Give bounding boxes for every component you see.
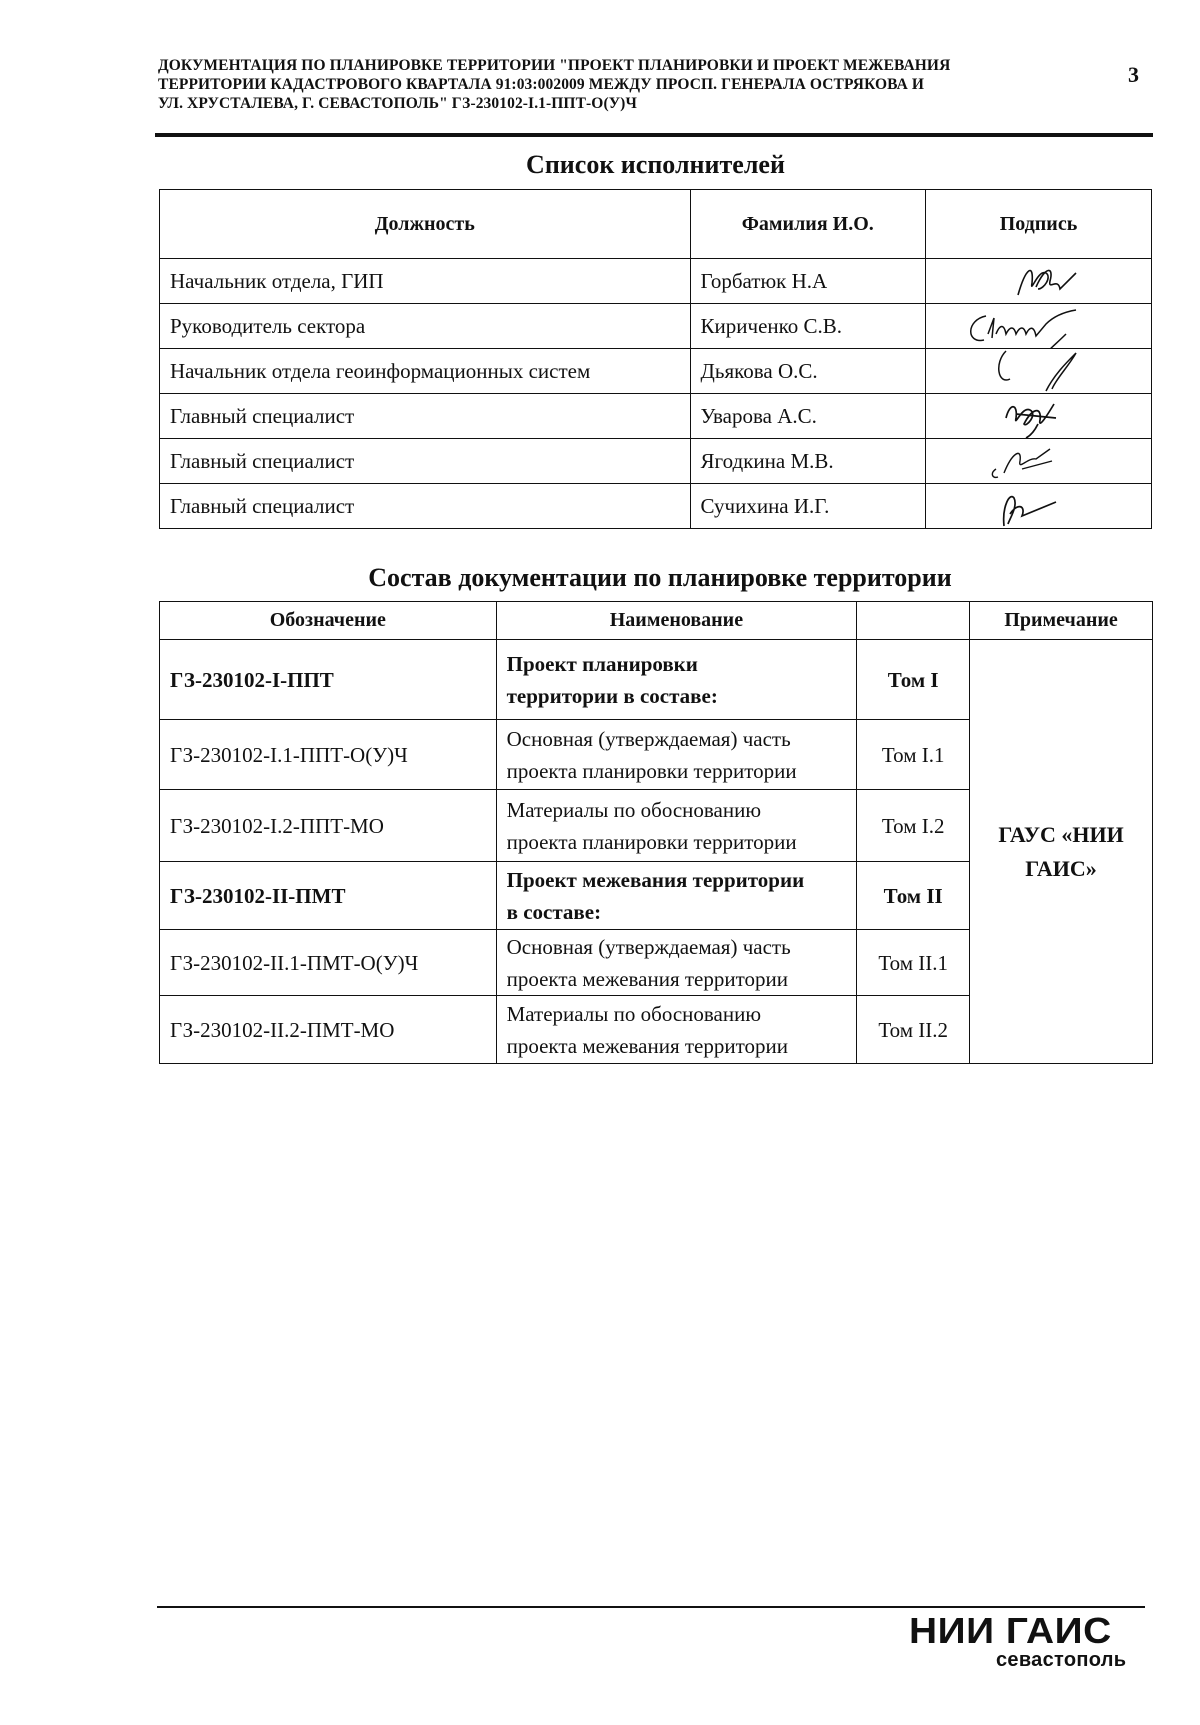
signature-image [926, 484, 1151, 528]
signature-cell [925, 394, 1151, 439]
table-header-row [160, 602, 1153, 640]
code-cell: ГЗ-230102-II.1-ПМТ-О(У)Ч [160, 930, 497, 996]
column-header-signature: Подпись [925, 190, 1151, 259]
signature-cell [925, 259, 1151, 304]
volume-cell: Том I.1 [857, 720, 970, 790]
title-cell [496, 930, 857, 996]
name-cell: Ягодкина М.В. [690, 439, 925, 484]
name-cell: Сучихина И.Г. [690, 484, 925, 529]
table-row [160, 640, 1153, 720]
header-line: ТЕРРИТОРИИ КАДАСТРОВОГО КВАРТАЛА 91:03:002009 МЕЖДУ ПРОСП. ГЕНЕРАЛА ОСТРЯКОВА И [158, 76, 925, 93]
volume-cell: Том II.2 [857, 996, 970, 1064]
header-line: ДОКУМЕНТАЦИЯ ПО ПЛАНИРОВКЕ ТЕРРИТОРИИ "ПРОЕКТ ПЛАНИРОВКИ И ПРОЕКТ МЕЖЕВАНИЯ [158, 57, 951, 74]
name-cell: Дьякова О.С. [690, 349, 925, 394]
position-cell: Главный специалист [160, 439, 691, 484]
signature-image [926, 439, 1151, 483]
title-line: Проект межевания территории [506, 867, 805, 892]
header-line: УЛ. ХРУСТАЛЕВА, Г. СЕВАСТОПОЛЬ" ГЗ-230102-I.1-ППТ-О(У)Ч [158, 95, 637, 112]
position-cell: Главный специалист [160, 484, 691, 529]
note-line: ГАИС» [1025, 855, 1097, 881]
name-cell: Уварова А.С. [690, 394, 925, 439]
page-number: 3 [1128, 62, 1139, 87]
title-line: Материалы по обоснованию [506, 797, 762, 822]
title-line: в составе: [506, 899, 602, 924]
title-line: территории в составе: [506, 683, 718, 708]
table-row [160, 304, 1152, 349]
title-line: Основная (утверждаемая) часть [506, 934, 791, 959]
column-header-note: Примечание [970, 602, 1153, 640]
code-cell: ГЗ-230102-I-ППТ [160, 640, 497, 720]
title-line: проекта межевания территории [506, 1033, 788, 1058]
name-cell: Горбатюк Н.А [690, 259, 925, 304]
table-header-row [160, 190, 1152, 259]
code-cell: ГЗ-230102-I.2-ППТ-МО [160, 790, 497, 862]
documents-title: Состав документации по планировке территории [368, 563, 952, 592]
table-row [160, 259, 1152, 304]
table-row [160, 439, 1152, 484]
position-cell: Руководитель сектора [160, 304, 691, 349]
column-header-title: Наименование [496, 602, 857, 640]
title-cell [496, 720, 857, 790]
column-header-position: Должность [160, 190, 691, 259]
title-line: Основная (утверждаемая) часть [506, 726, 791, 751]
executors-table [159, 189, 1152, 529]
code-cell: ГЗ-230102-II-ПМТ [160, 862, 497, 930]
signature-cell [925, 439, 1151, 484]
signature-image [926, 304, 1151, 348]
document-header [158, 56, 1088, 113]
title-cell [496, 640, 857, 720]
note-line: ГАУС «НИИ [998, 821, 1124, 847]
signature-image [926, 259, 1151, 303]
title-line: проекта планировки территории [506, 829, 797, 854]
documents-table [159, 601, 1153, 1064]
table-row [160, 349, 1152, 394]
header-divider [155, 133, 1153, 137]
volume-cell: Том II.1 [857, 930, 970, 996]
table-row [160, 394, 1152, 439]
footer-logo-title: НИИ ГАИС [909, 1610, 1112, 1651]
column-header-code: Обозначение [160, 602, 497, 640]
position-cell: Начальник отдела геоинформационных систем [160, 349, 691, 394]
title-line: проекта планировки территории [506, 758, 797, 783]
volume-cell: Том I [857, 640, 970, 720]
code-cell: ГЗ-230102-II.2-ПМТ-МО [160, 996, 497, 1064]
title-line: Материалы по обоснованию [506, 1001, 762, 1026]
executors-title: Список исполнителей [526, 150, 785, 179]
signature-image [926, 394, 1151, 438]
code-cell: ГЗ-230102-I.1-ППТ-О(У)Ч [160, 720, 497, 790]
volume-cell: Том I.2 [857, 790, 970, 862]
signature-cell [925, 304, 1151, 349]
position-cell: Начальник отдела, ГИП [160, 259, 691, 304]
name-cell: Кириченко С.В. [690, 304, 925, 349]
title-line: проекта межевания территории [506, 966, 788, 991]
title-cell [496, 996, 857, 1064]
position-cell: Главный специалист [160, 394, 691, 439]
signature-image [926, 349, 1151, 393]
note-cell [970, 640, 1153, 1064]
column-header-volume [857, 602, 970, 640]
signature-cell [925, 484, 1151, 529]
title-cell [496, 862, 857, 930]
title-line: Проект планировки [506, 651, 698, 676]
volume-cell: Том II [857, 862, 970, 930]
footer-logo-subtitle: севастополь [996, 1649, 1127, 1671]
table-row [160, 484, 1152, 529]
column-header-name: Фамилия И.О. [690, 190, 925, 259]
signature-cell [925, 349, 1151, 394]
title-cell [496, 790, 857, 862]
footer-divider [157, 1606, 1145, 1608]
